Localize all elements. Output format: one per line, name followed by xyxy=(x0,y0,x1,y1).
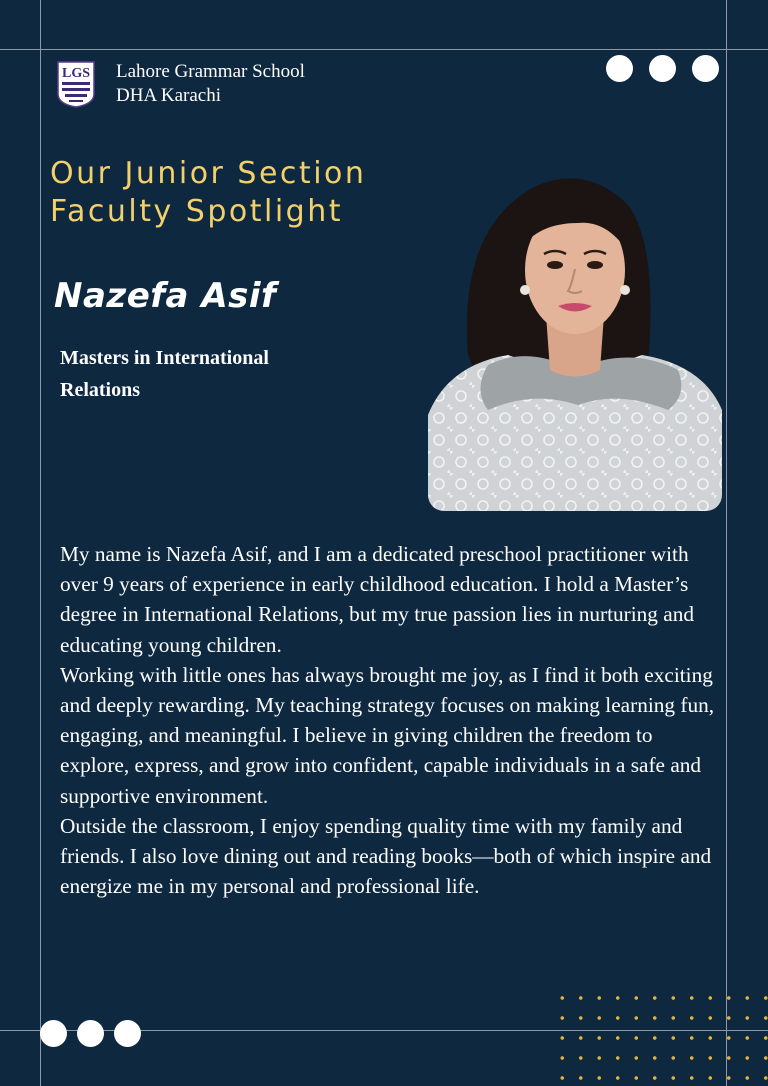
logo-text: LGS xyxy=(61,66,91,81)
spotlight-headline xyxy=(50,155,366,231)
school-name-line1: Lahore Grammar School xyxy=(116,61,305,82)
dot-circle xyxy=(692,55,719,82)
decorative-dots-bottom xyxy=(40,1020,141,1047)
dot-circle xyxy=(77,1020,104,1047)
dot-circle xyxy=(649,55,676,82)
bio-paragraph-1: My name is Nazefa Asif, and I am a dedicated preschool practitioner with over 9 years of experience in early childhood education. I hold a Master’s degree in International Relations, but my true passion lies in nurturing and educating young children. xyxy=(60,542,695,657)
faculty-bio xyxy=(60,539,720,901)
decorative-dots-top xyxy=(606,55,719,82)
dot-circle xyxy=(114,1020,141,1047)
decorative-dot-grid xyxy=(553,988,768,1086)
dot-circle xyxy=(606,55,633,82)
headline-line2: Faculty Spotlight xyxy=(50,194,343,229)
bio-paragraph-3: Outside the classroom, I enjoy spending quality time with my family and friends. I also love dining out and reading books—both of which inspire and energize me in my personal and professional life. xyxy=(60,813,712,899)
faculty-portrait-photo xyxy=(428,165,722,511)
degree-line2: Relations xyxy=(60,379,140,401)
lgs-crest-logo xyxy=(56,60,96,108)
school-name-line2: DHA Karachi xyxy=(116,85,221,106)
bio-paragraph-2: Working with little ones has always brought me joy, as I find it both exciting and deeply rewarding. My teaching strategy focuses on making learning fun, engaging, and meaningful. I believe in giving children the freedom to explore, express, and grow into confident, capable individuals in a safe and supportive environment. xyxy=(60,662,715,808)
faculty-name: Nazefa Asif xyxy=(54,276,277,316)
school-name xyxy=(116,60,305,108)
faculty-degree xyxy=(60,342,320,406)
degree-line1: Masters in International xyxy=(60,347,269,369)
headline-line1: Our Junior Section xyxy=(50,156,367,191)
frame-line-top xyxy=(0,49,768,50)
frame-line-left xyxy=(40,0,41,1086)
frame-line-right xyxy=(726,0,727,1086)
dot-circle xyxy=(40,1020,67,1047)
